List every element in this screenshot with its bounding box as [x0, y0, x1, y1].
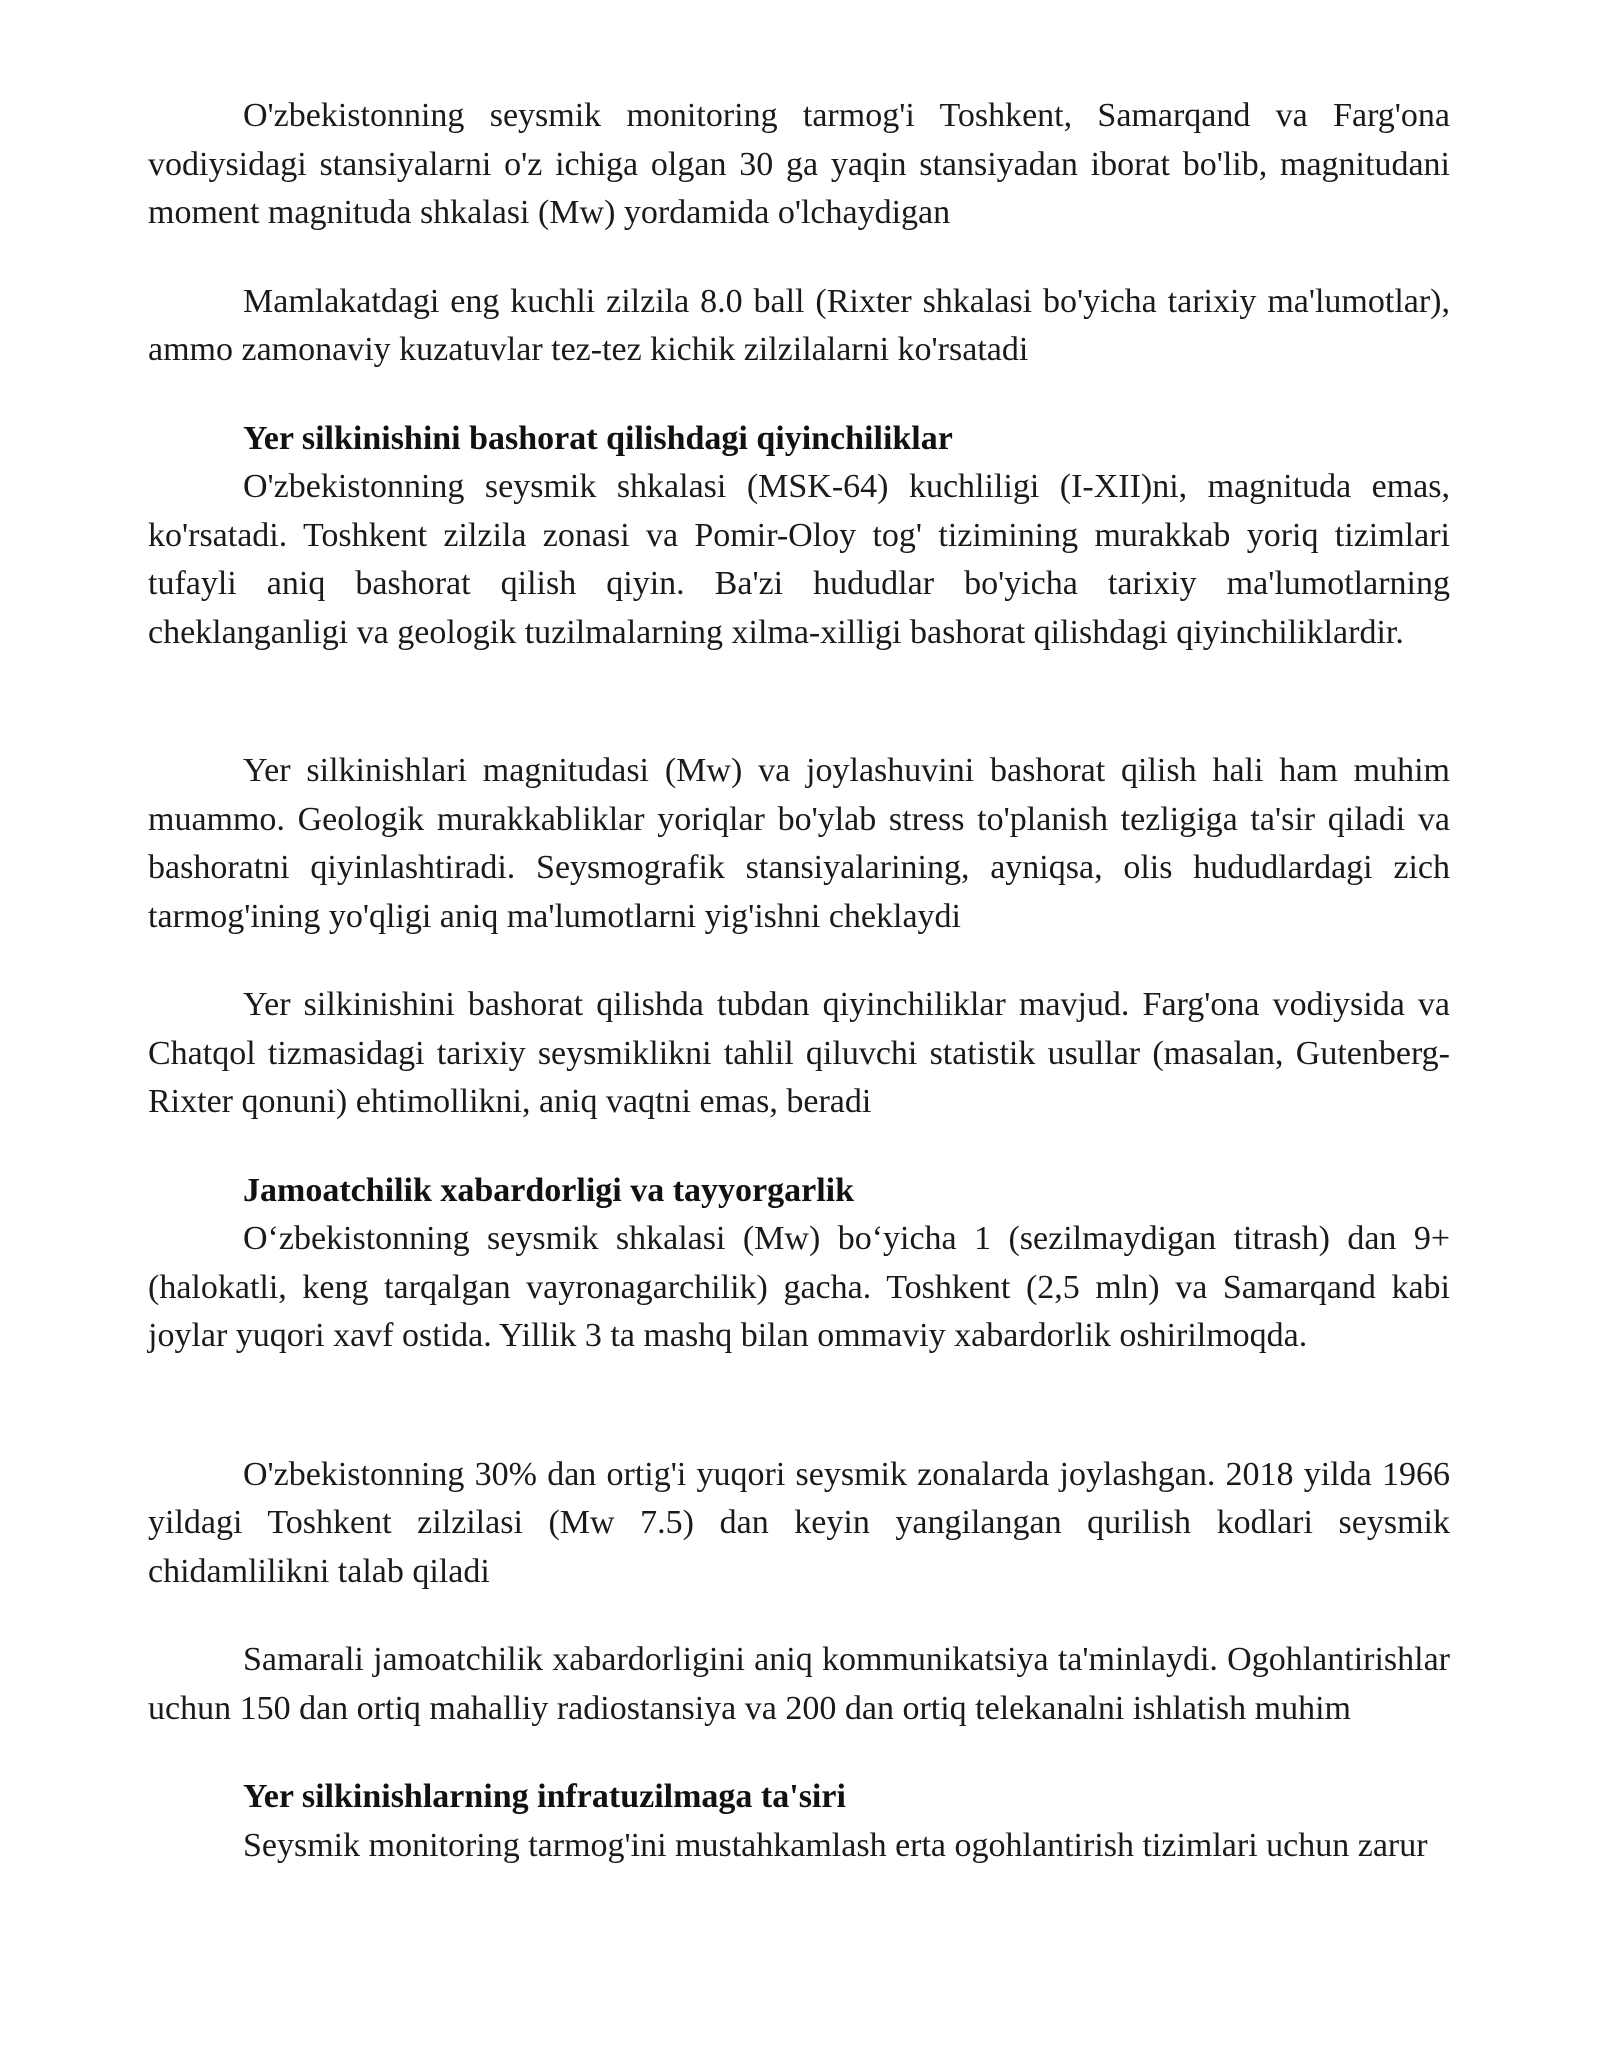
paragraph-seismic-zones: O'zbekistonning 30% dan ortig'i yuqori seysmik zonalarda joylashgan. 2018 yilda 1966 yildagi Toshkent zilzilasi (Mw 7.5) dan keyin yangilangan qurilish kodlari seysmik chidamlilikni talab qiladi: [148, 1455, 1450, 1590]
spacer: [148, 1596, 1450, 1636]
spacer: [148, 1361, 1450, 1451]
spacer: [148, 238, 1450, 278]
spacer: [148, 1733, 1450, 1773]
paragraph-magnitude-scale: O‘zbekistonning seysmik shkalasi (Mw) bo‘yicha 1 (sezilmaydigan titrash) dan 9+ (halokatli, keng tarqalgan vayronagarchilik) gacha. Toshkent (2,5 mln) va Samarqand kabi joylar yuqori xavf ostida. Yillik 3 ta mashq bilan ommaviy xabardorlik oshirilmoqda.: [148, 1220, 1450, 1354]
paragraph-early-warning: Seysmik monitoring tarmog'ini mustahkamlash erta ogohlantirish tizimlari uchun zarur: [243, 1826, 1428, 1864]
heading-infrastructure-impact: Yer silkinishlarning infratuzilmaga ta'siri: [243, 1778, 846, 1815]
paragraph-magnitude-prediction: Yer silkinishlari magnitudasi (Mw) va joylashuvini bashorat qilish hali ham muhim muammo. Geologik murakkabliklar yoriqlar bo'ylab stress to'planish tezligiga ta'sir qiladi va bashoratni qiyinlashtiradi. Seysmografik stansiyalarining, ayniqsa, olis hududlardagi zich tarmog'ining yo'qligi aniq ma'lumotlarni yig'ishni cheklaydi: [148, 752, 1450, 935]
paragraph-monitoring-network: O'zbekistonning seysmik monitoring tarmog'i Toshkent, Samarqand va Farg'ona vodiysidagi stansiyalarni o'z ichiga olgan 30 ga yaqin stansiyadan iborat bo'lib, magnitudani moment magnituda shkalasi (Mw) yordamida o'lchaydigan: [148, 97, 1450, 231]
paragraph-seismic-scale: O'zbekistonning seysmik shkalasi (MSK-64) kuchliligi (I-XII)ni, magnituda emas, ko'rsatadi. Toshkent zilzila zonasi va Pomir-Oloy tog' tizimining murakkab yoriq tizimlari tufayli aniq bashorat qilish qiyin. Ba'zi hududlar bo'yicha tarixiy ma'lumotlarning cheklanganligi va geologik tuzilmalarning xilma-xilligi bashorat qilishdagi qiyinchiliklardir.: [148, 468, 1450, 651]
paragraph-strongest-earthquake: Mamlakatdagi eng kuchli zilzila 8.0 ball (Rixter shkalasi bo'yicha tarixiy ma'lumotlar), ammo zamonaviy kuzatuvlar tez-tez kichik zilzilalarni ko'rsatadi: [148, 282, 1450, 368]
spacer: [148, 941, 1450, 981]
heading-public-awareness: Jamoatchilik xabardorligi va tayyorgarlik: [243, 1171, 855, 1209]
heading-prediction-challenges: Yer silkinishini bashorat qilishdagi qiyinchiliklar: [243, 419, 953, 457]
paragraph-communication: Samarali jamoatchilik xabardorligini aniq kommunikatsiya ta'minlaydi. Ogohlantirishlar uchun 150 dan ortiq mahalliy radiostansiya va 200 dan ortiq telekanalni ishlatish muhim: [148, 1641, 1450, 1727]
spacer: [148, 657, 1450, 747]
spacer: [148, 1127, 1450, 1167]
document-page: [148, 92, 1450, 1870]
spacer: [148, 375, 1450, 415]
paragraph-fundamental-challenges: Yer silkinishini bashorat qilishda tubdan qiyinchiliklar mavjud. Farg'ona vodiysida va Chatqol tizmasidagi tarixiy seysmiklikni tahlil qiluvchi statistik usullar (masalan, Gutenberg-Rixter qonuni) ehtimollikni, aniq vaqtni emas, beradi: [148, 986, 1450, 1120]
